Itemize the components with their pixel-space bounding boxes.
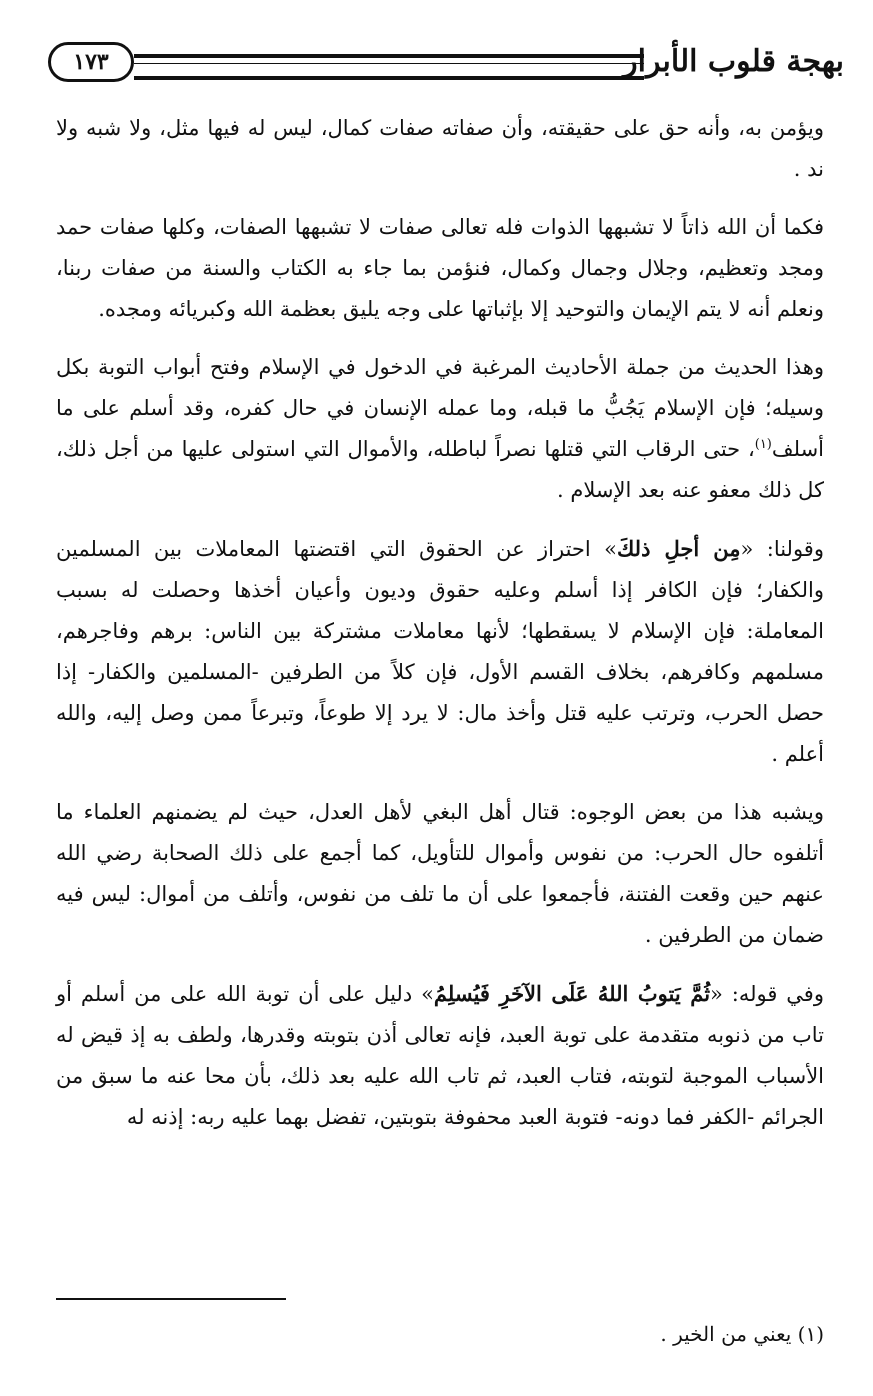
paragraph-text: وقولنا: « [740, 537, 824, 561]
paragraph: فكما أن الله ذاتاً لا تشبهها الذوات فله تعالى صفات لا تشبهها الصفات، وكلها صفات حمد ومجد وتعظيم، وجلال وجمال وكمال، فنؤمن بما جاء به الكتاب والسنة من صفات ربنا، ونعلم أنه لا يتم الإيمان والتوحيد إلا بإثباتها على وجه يليق بعظمة الله وكبريائه ومجده. [56, 215, 824, 321]
paragraph [56, 973, 824, 1138]
footnote: (١) يعني من الخير . [660, 1322, 824, 1346]
header-rule [134, 54, 644, 80]
paragraph: ويشبه هذا من بعض الوجوه: قتال أهل البغي لأهل العدل، حيث لم يضمنهم العلماء ما أتلفوه حال الحرب: من نفوس وأموال للتأويل، كما أجمع على ذلك الصحابة رضي الله عنهم حين وقعت الفتنة، فأجمعوا على أن ما تلف من نفوس، وأتلف من أموال: ليس فيه ضمان من الطرفين . [56, 800, 824, 947]
paragraph-text: » دليل على أن توبة الله على من أسلم أو تاب من ذنوبه متقدمة على توبة العبد، فإنه تعالى أذن بتوبته وقدرها، ولطف به إذ قيض له الأسباب الموجبة لتوبته، فتاب العبد، ثم تاب الله عليه بعد ذلك، بأن محا عنه ما سبق من الجرائم -الكفر فما دونه- فتوبة العبد محفوفة بتوبتين، تفضل بهما عليه ربه: إذنه له [56, 982, 824, 1129]
paragraph-text: وفي قوله: « [710, 982, 824, 1006]
hadith-quote: ثُمَّ يَتوبُ اللهُ عَلَى الآخَرِ فَيُسلِمُ [433, 981, 711, 1006]
main-text [56, 108, 824, 1155]
footnote-separator [56, 1298, 286, 1300]
paragraph-text: وهذا الحديث من جملة الأحاديث المرغبة في الدخول في الإسلام وفتح أبواب التوبة بكل وسيله؛ فإن الإسلام يَجُبُّ ما قبله، وما عمله الإنسان في حال كفره، وقد أسلم على ما أسلف [56, 355, 824, 461]
paragraph [56, 528, 824, 775]
footnote-reference: (١) [754, 437, 772, 452]
running-header [38, 34, 844, 100]
paragraph-text: » احتراز عن الحقوق التي اقتضتها المعاملات بين المسلمين والكفار؛ فإن الكافر إذا أسلم وعليه حقوق وديون وأعيان أخذها وحصلت له بسبب المعاملة: فإن الإسلام لا يسقطها؛ لأنها معاملات مشتركة بين الناس: برهم وفاجرهم، مسلمهم وكافرهم، بخلاف القسم الأول، فإن كلاً من الطرفين -المسلمين والكفار- إذا حصل الحرب، وترتب عليه قتل وأخذ مال: لا يرد إلا طوعاً، وتبرعاً ممن وصل إليه، والله أعلم . [56, 537, 825, 766]
page-number [48, 42, 134, 82]
hadith-quote: مِن أجلِ ذلكَ [616, 536, 741, 561]
paragraph: ويؤمن به، وأنه حق على حقيقته، وأن صفاته صفات كمال، ليس له فيها مثل، ولا شبه ولا ند . [56, 116, 824, 181]
book-title: بهجة قلوب الأبرار [623, 44, 844, 79]
page-number-text: ١٧٣ [73, 49, 109, 75]
paragraph [56, 347, 824, 511]
paragraph-text: ، حتى الرقاب التي قتلها نصراً لباطله، والأموال التي استولى عليها من أجل ذلك، كل ذلك معفو عنه بعد الإسلام . [56, 437, 824, 502]
